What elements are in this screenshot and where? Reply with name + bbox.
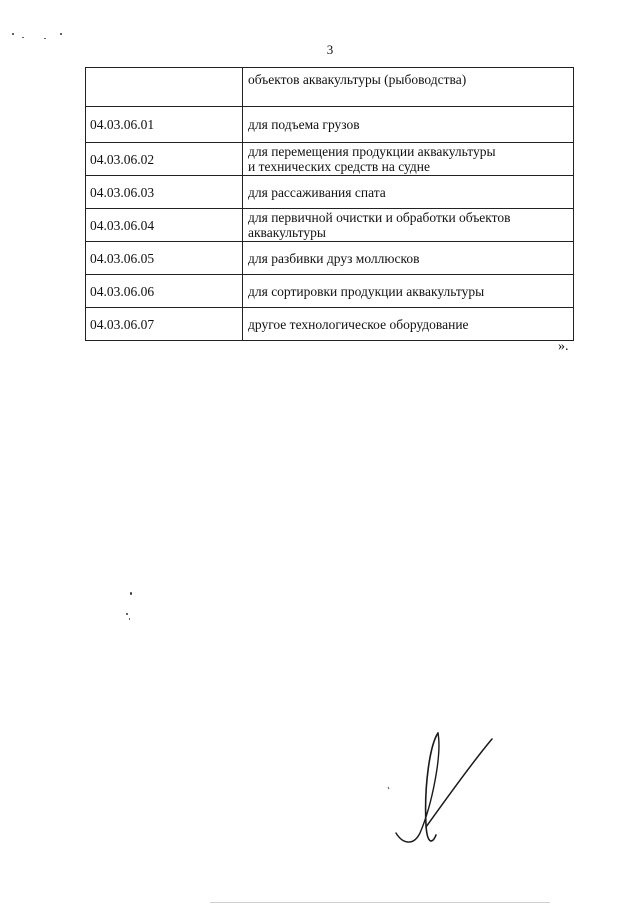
scan-speck (44, 38, 46, 39)
description-cell (243, 68, 574, 107)
code-cell: 04.03.06.03 (86, 176, 243, 209)
table-row (86, 308, 574, 341)
scan-speck (22, 37, 24, 38)
table-row (86, 143, 574, 176)
table-row (86, 242, 574, 275)
description-line: и технических средств на судне (248, 159, 430, 174)
scan-speck (12, 33, 14, 35)
description-line: для рассаживания спата (248, 184, 386, 200)
code-cell (86, 68, 243, 107)
code-cell: 04.03.06.05 (86, 242, 243, 275)
description-line: для перемещения продукции аквакультуры (248, 144, 496, 159)
description-line: объектов аквакультуры (рыбоводства) (248, 72, 467, 87)
table-row (86, 275, 574, 308)
code-cell: 04.03.06.06 (86, 275, 243, 308)
description-line: для первичной очистки и обработки объектов (248, 210, 511, 225)
table-row (86, 209, 574, 242)
scan-speck (130, 592, 132, 595)
scan-speck (60, 33, 62, 35)
description-cell (243, 308, 574, 341)
scan-speck (126, 613, 128, 615)
code-cell: 04.03.06.07 (86, 308, 243, 341)
description-cell (243, 242, 574, 275)
signature-image (380, 725, 510, 855)
page-number: 3 (326, 42, 334, 57)
table-row (86, 176, 574, 209)
code-cell: 04.03.06.04 (86, 209, 243, 242)
table-row (86, 68, 574, 107)
table-body (86, 68, 574, 341)
description-line: для сортировки продукции аквакультуры (248, 283, 485, 299)
code-cell: 04.03.06.02 (86, 143, 243, 176)
closing-quote-mark: ». (558, 339, 569, 354)
description-cell (243, 107, 574, 143)
description-line: для разбивки друз моллюсков (248, 250, 420, 266)
description-cell (243, 143, 574, 176)
description-cell (243, 209, 574, 242)
scan-bottom-edge (210, 902, 550, 903)
code-cell: 04.03.06.01 (86, 107, 243, 143)
description-line: другое технологическое оборудование (248, 316, 469, 332)
description-cell (243, 275, 574, 308)
scan-speck (129, 618, 130, 620)
description-line: аквакультуры (248, 225, 326, 240)
table-row (86, 107, 574, 143)
description-cell (243, 176, 574, 209)
classification-table (85, 67, 574, 341)
description-line: для подъема грузов (248, 117, 360, 132)
